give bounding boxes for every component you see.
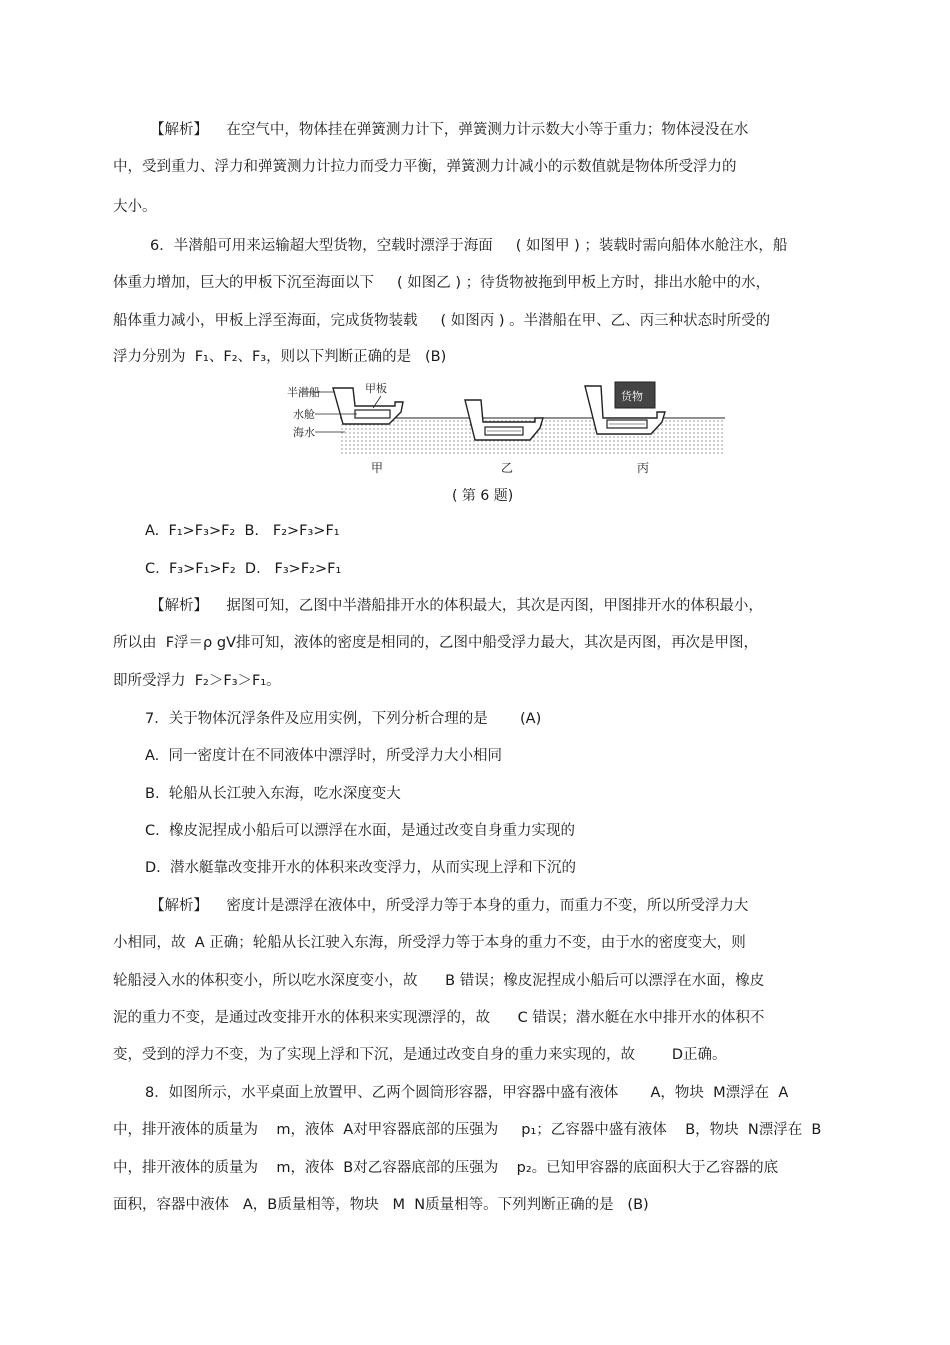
text-line: 小相同，故 A 正确；轮船从长江驶入东海，所受浮力等于本身的重力不变，由于水的密度变大，则	[113, 935, 746, 951]
text-line: 泥的重力不变，是通过改变排开水的体积来实现漂浮的，故 C 错误；潜水艇在水中排开水的体积不	[113, 1010, 765, 1026]
label-deck: 甲板	[365, 382, 387, 395]
figure-caption: ( 第 6 题)	[452, 488, 514, 504]
label-yi: 乙	[501, 461, 514, 475]
text-line: 轮船浸入水的体积变小，所以吃水深度变小，故 B 错误；橡皮泥捏成小船后可以漂浮在水面，橡皮	[113, 973, 765, 989]
figure-q6	[285, 380, 725, 480]
analysis-line: 【解析】 在空气中，物体挂在弹簧测力计下，弹簧测力计示数大小等于重力；物体浸没在水	[150, 122, 749, 138]
option-d: D. 潜水艇靠改变排开水的体积来改变浮力，从而实现上浮和下沉的	[145, 860, 576, 876]
text-line: 大小。	[113, 199, 157, 215]
text-line: 即所受浮力 F₂＞F₃＞F₁。	[113, 673, 281, 689]
text-line: 体重力增加，巨大的甲板下沉至海面以下 ( 如图乙 ) ；待货物被拖到甲板上方时，排出水舱中的水，	[113, 275, 771, 291]
option-c: C. 橡皮泥捏成小船后可以漂浮在水面，是通过改变自身重力实现的	[145, 823, 575, 839]
option-a: A. 同一密度计在不同液体中漂浮时，所受浮力大小相同	[145, 748, 502, 764]
label-cargo: 货物	[621, 390, 643, 403]
label-jia: 甲	[371, 461, 384, 475]
option-b: B. 轮船从长江驶入东海，吃水深度变大	[145, 786, 401, 802]
text-line: 浮力分别为 F₁、F₂、F₃，则以下判断正确的是 (B)	[113, 349, 447, 365]
label-bing: 丙	[637, 461, 650, 475]
analysis-line: 【解析】 据图可知，乙图中半潜船排开水的体积最大，其次是丙图，甲图排开水的体积最小，	[150, 598, 763, 614]
option-a-b: A. F₁>F₃>F₂ B. F₂>F₃>F₁	[145, 523, 340, 539]
label-tank: 水舱	[293, 408, 315, 421]
question-7-line: 7．关于物体沉浮条件及应用实例，下列分析合理的是 (A)	[145, 711, 542, 727]
text-line: 中，排开液体的质量为 m，液体 B对乙容器底部的压强为 p₂。已知甲容器的底面积大于乙容器的底	[113, 1160, 779, 1176]
label-ship: 半潜船	[287, 386, 320, 399]
text-line: 中，排开液体的质量为 m，液体 A对甲容器底部的压强为 p₁；乙容器中盛有液体 B，物块 N漂浮在 B	[113, 1122, 822, 1138]
option-c-d: C. F₃>F₁>F₂ D. F₃>F₂>F₁	[145, 561, 342, 577]
question-6-line: 6．半潜船可用来运输超大型货物，空载时漂浮于海面 ( 如图甲 ) ；装载时需向船体水舱注水，船	[150, 238, 788, 254]
text-line: 所以由 F浮＝ρ gV排可知，液体的密度是相同的，乙图中船受浮力最大，其次是丙图，再次是甲图，	[113, 635, 758, 651]
label-sea: 海水	[293, 426, 315, 439]
text-line: 面积，容器中液体 A，B质量相等，物块 M N质量相等。下列判断正确的是 (B)	[113, 1197, 649, 1213]
text-line: 船体重力减小，甲板上浮至海面，完成货物装载 ( 如图丙 ) 。半潜船在甲、乙、丙三种状态时所受的	[113, 313, 771, 329]
question-8-line: 8．如图所示，水平桌面上放置甲、乙两个圆筒形容器，甲容器中盛有液体 A，物块 M漂浮在 A	[145, 1085, 789, 1101]
text-line: 变，受到的浮力不变，为了实现上浮和下沉，是通过改变自身的重力来实现的，故 D正确。	[113, 1047, 727, 1063]
analysis-line: 【解析】 密度计是漂浮在液体中，所受浮力等于本身的重力，而重力不变，所以所受浮力大	[150, 898, 749, 914]
text-line: 中，受到重力、浮力和弹簧测力计拉力而受力平衡，弹簧测力计减小的示数值就是物体所受浮力的	[113, 159, 737, 175]
